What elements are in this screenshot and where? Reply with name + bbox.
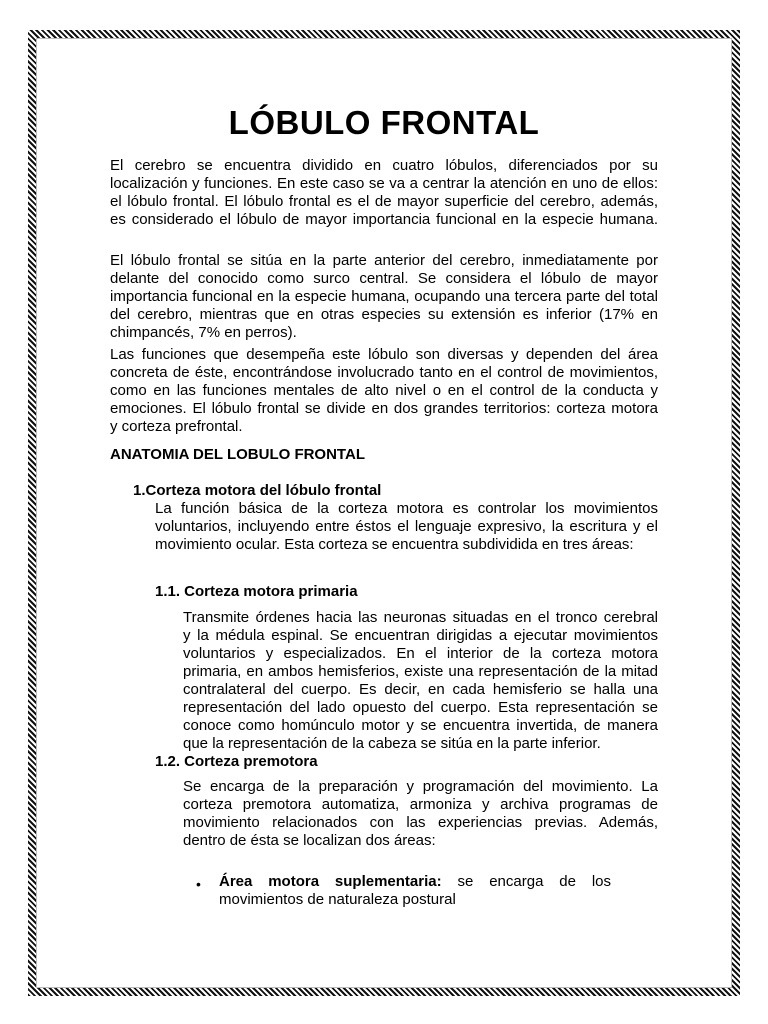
text-line: movimiento ocular. Esta corteza se encuentra subdividida en tres áreas:	[155, 536, 634, 553]
text-line: movimientos de naturaleza postural	[219, 891, 456, 908]
text-line: como en las funciones mentales de alto nivel o en el control de la conducta y	[110, 382, 658, 399]
text-line: Se encarga de la preparación y programación del movimiento. La	[183, 778, 658, 795]
text-line: movimiento relacionados con las experiencias previas. Además,	[183, 814, 658, 831]
text-line: es considerado el lóbulo de mayor importancia funcional en la especie humana.	[110, 211, 658, 228]
text-line: El cerebro se encuentra dividido en cuatro lóbulos, diferenciados por su	[110, 157, 658, 174]
text-line: La función básica de la corteza motora es controlar los movimientos	[155, 500, 658, 517]
subsection-heading: 1.1. Corteza motora primaria	[155, 583, 358, 600]
text-line: el lóbulo frontal. El lóbulo frontal es el de mayor superficie del cerebro, además,	[110, 193, 658, 210]
section-heading: ANATOMIA DEL LOBULO FRONTAL	[110, 446, 365, 463]
premotor-paragraph	[183, 778, 658, 850]
intro-paragraph	[110, 157, 658, 229]
location-paragraph	[110, 252, 658, 342]
text-line: localización y funciones. En este caso se va a centrar la atención en uno de ellos:	[110, 175, 658, 192]
text-line: y la médula espinal. Se encuentran dirigidas a ejecutar movimientos	[183, 627, 658, 644]
text-line: conoce como homúnculo motor y se encuentra invertida, de manera	[183, 717, 658, 734]
text-line: El lóbulo frontal se sitúa en la parte anterior del cerebro, inmediatamente por	[110, 252, 658, 269]
page-title: LÓBULO FRONTAL	[228, 104, 540, 141]
text-line	[219, 873, 611, 891]
subsection-heading: 1.2. Corteza premotora	[155, 753, 318, 770]
text-line: chimpancés, 7% en perros).	[110, 324, 297, 341]
text-line: voluntarios, incluyendo entre éstos el lenguaje expresivo, la escritura y el	[155, 518, 658, 535]
bullet-term: Área motora suplementaria:	[219, 873, 442, 890]
primary-motor-paragraph	[183, 609, 658, 753]
functions-paragraph	[110, 346, 658, 436]
text-line: voluntarios y especializados. En el interior de la corteza motora	[183, 645, 658, 662]
text-line: corteza premotora automatiza, armoniza y archiva programas de	[183, 796, 658, 813]
text-line: Transmite órdenes hacia las neuronas situadas en el tronco cerebral	[183, 609, 658, 626]
text-line: delante del conocido como surco central. Se considera el lóbulo de mayor	[110, 270, 658, 287]
text-line: contralateral del cuerpo. Es decir, en cada hemisferio se halla una	[183, 681, 658, 698]
motor-cortex-paragraph	[155, 500, 658, 554]
text-line: dentro de ésta se localizan dos áreas:	[183, 832, 436, 849]
text-line: primaria, en ambos hemisferios, existe una representación de la mitad	[183, 663, 658, 680]
text-line: que la representación de la cabeza se sitúa en la parte inferior.	[183, 735, 601, 752]
text-line: Las funciones que desempeña este lóbulo son diversas y dependen del área	[110, 346, 658, 363]
subsection-heading: 1.Corteza motora del lóbulo frontal	[133, 482, 382, 499]
text-line: emociones. El lóbulo frontal se divide en dos grandes territorios: corteza motora	[110, 400, 658, 417]
bullet-icon: •	[196, 876, 201, 892]
bullet-list-item	[219, 873, 611, 909]
text-line: importancia funcional en la especie humana, ocupando una tercera parte del total	[110, 288, 658, 305]
text-line: del cerebro, mientras que en otras especies su extensión es inferior (17% en	[110, 306, 658, 323]
text-line: representación del lado opuesto del cuerpo. Esta representación se	[183, 699, 658, 716]
bullet-text: se encarga de los	[457, 873, 611, 890]
text-line: y corteza prefrontal.	[110, 418, 243, 435]
text-line: concreta de éste, encontrándose involucrado tanto en el control de movimientos,	[110, 364, 658, 381]
